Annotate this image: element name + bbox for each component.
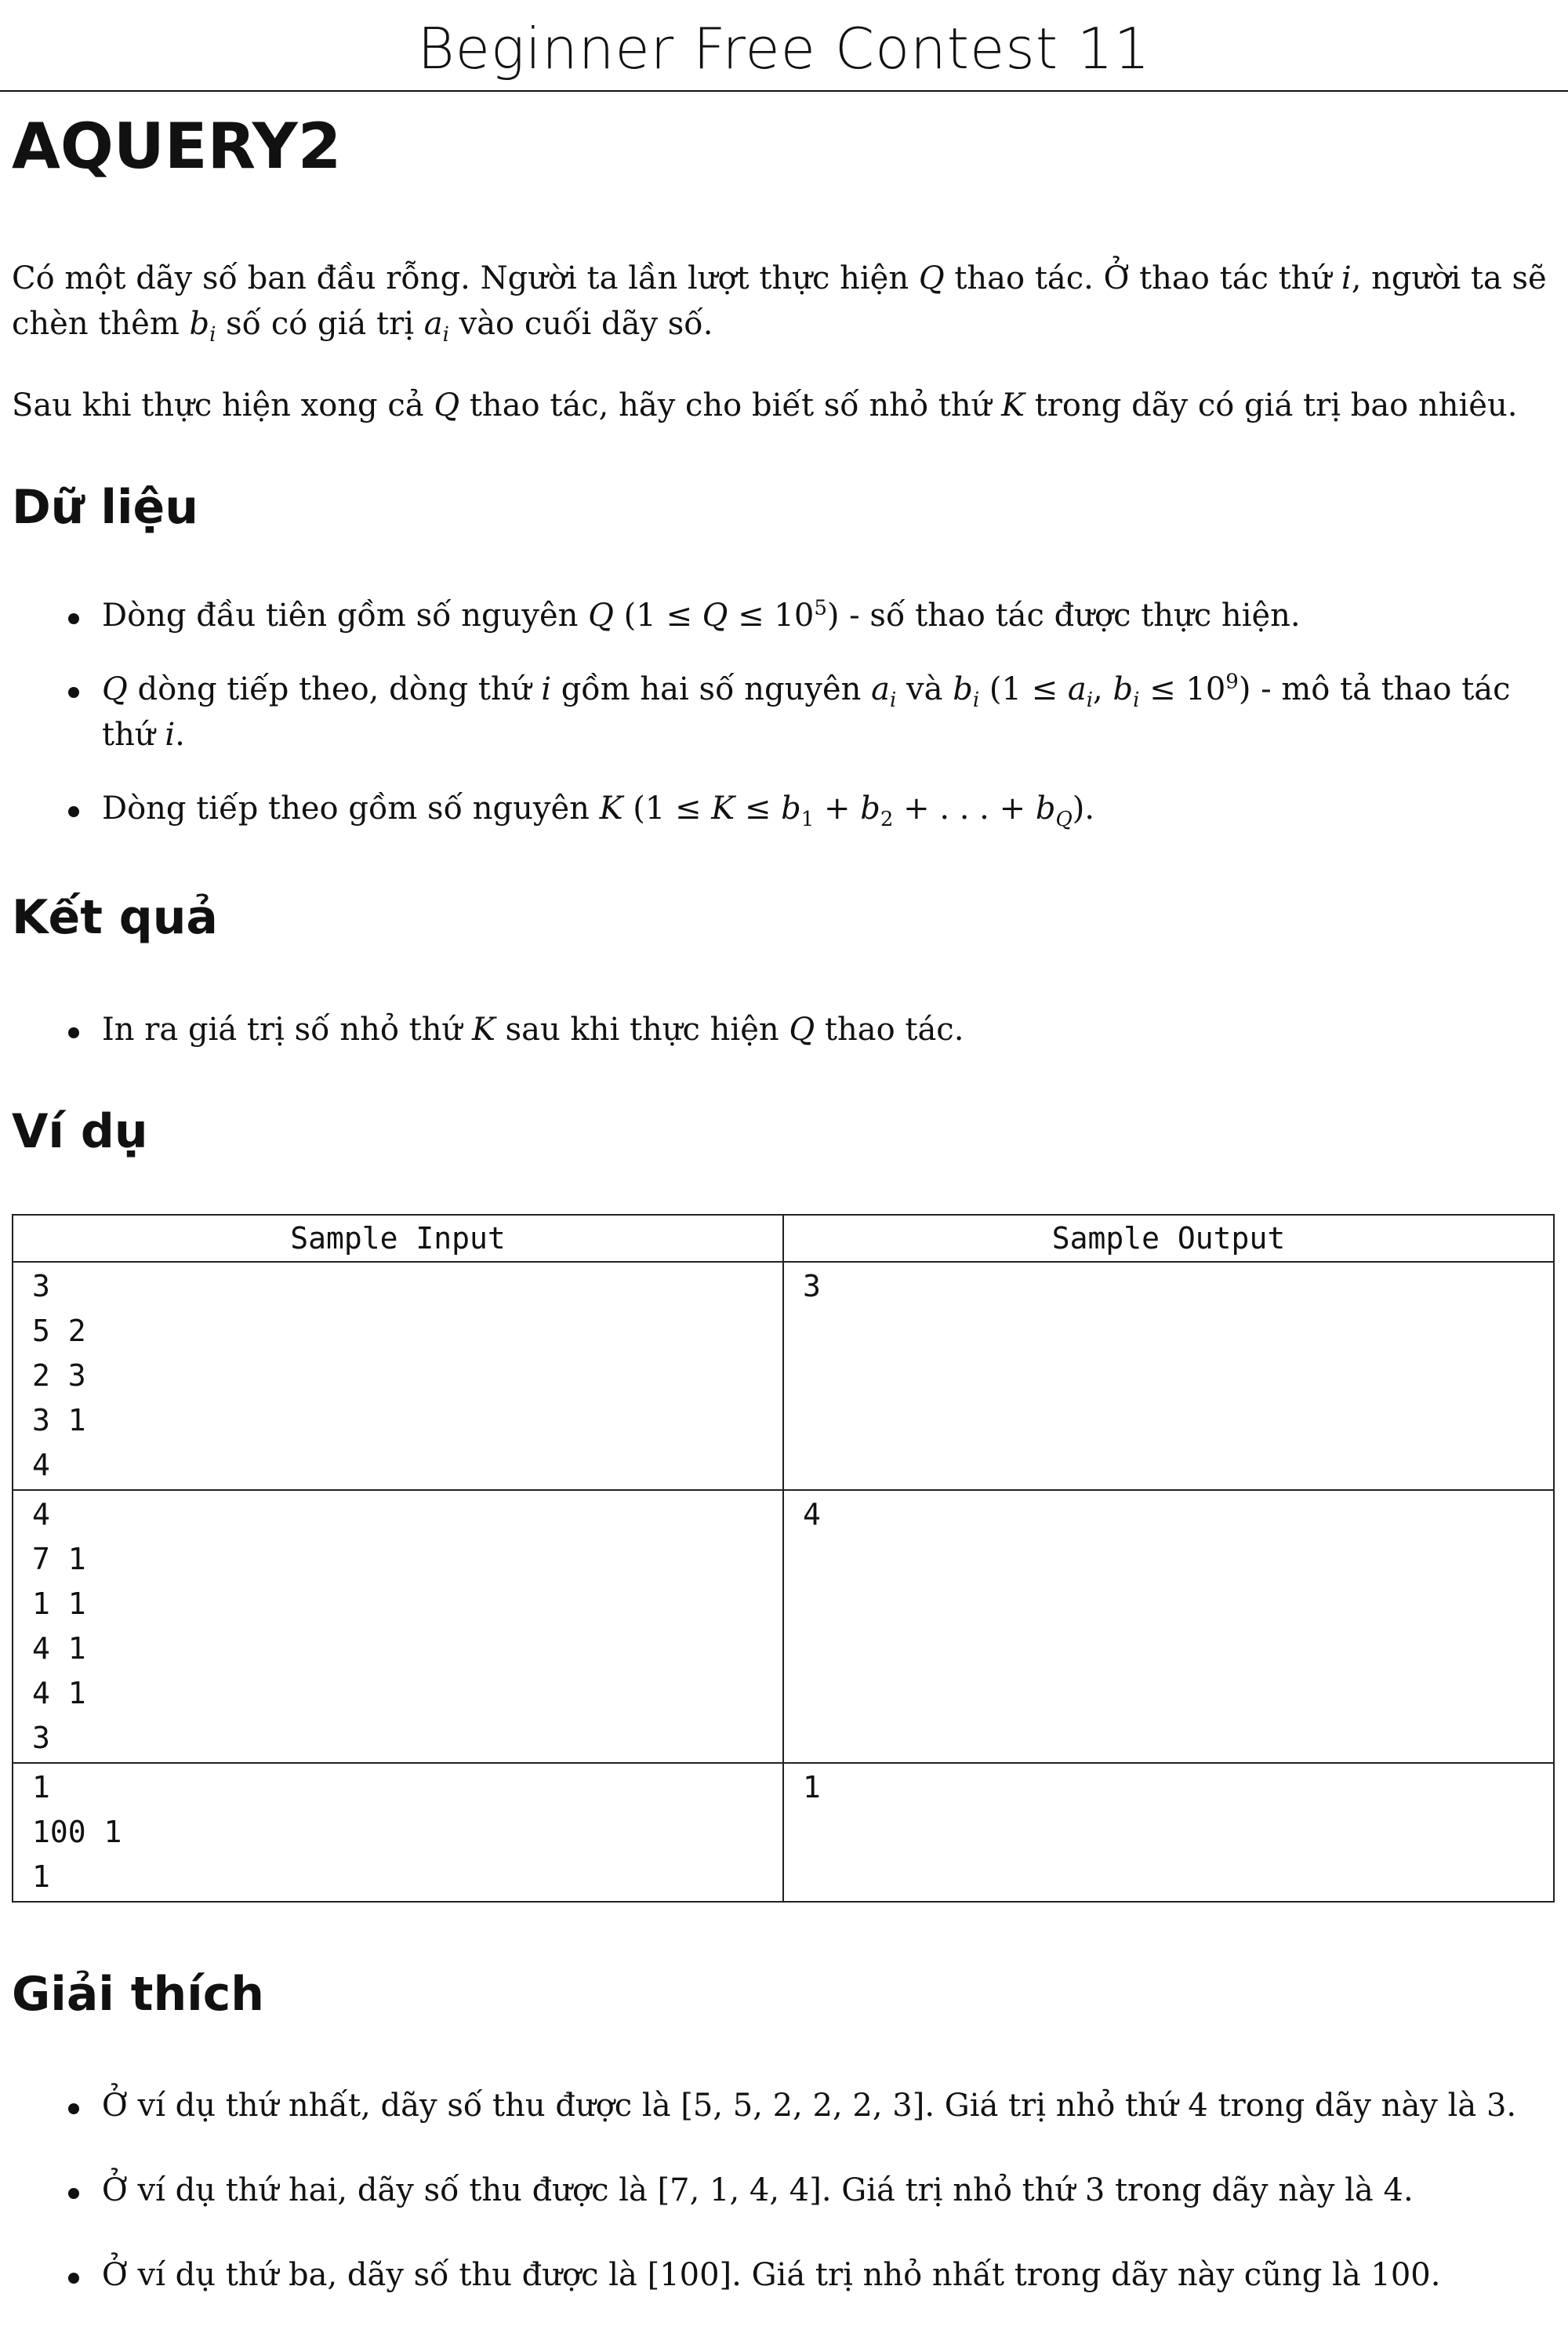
- explanation-list: [12, 2083, 1556, 2337]
- output-spec-item: In ra giá trị số nhỏ thứ K sau khi thực hiện Q thao tác.: [12, 1007, 1556, 1052]
- sample-line: 1: [803, 1770, 821, 1805]
- explanation-item: Ở ví dụ thứ ba, dãy số thu được là [100]. Giá trị nhỏ nhất trong dãy này cũng là 100.: [12, 2252, 1556, 2298]
- explanation-item: Ở ví dụ thứ nhất, dãy số thu được là [5, 5, 2, 2, 2, 3]. Giá trị nhỏ thứ 4 trong dãy này là 3.: [12, 2083, 1556, 2128]
- sample-output-cell: [783, 1490, 1554, 1763]
- sample-line: 1: [32, 1859, 50, 1894]
- contest-title: Beginner Free Contest 11: [417, 16, 1151, 82]
- sample-line: 3 1: [32, 1403, 86, 1437]
- section-example-heading: Ví dụ: [12, 1104, 148, 1159]
- sample-line: 4: [803, 1497, 821, 1532]
- sample-input-header: Sample Input: [13, 1215, 783, 1262]
- explanation-item: Ở ví dụ thứ hai, dãy số thu được là [7, 1, 4, 4]. Giá trị nhỏ thứ 3 trong dãy này là 4.: [12, 2168, 1556, 2213]
- table-row: [13, 1763, 1554, 1902]
- sample-input-cell: [13, 1763, 783, 1902]
- input-spec-list: [12, 593, 1556, 860]
- sample-line: 5 2: [32, 1314, 86, 1348]
- sample-line: 4 1: [32, 1631, 86, 1666]
- section-input-heading: Dữ liệu: [12, 480, 198, 535]
- sample-line: 3: [32, 1269, 50, 1303]
- statement-paragraph-2: Sau khi thực hiện xong cả Q thao tác, hãy cho biết số nhỏ thứ K trong dãy có giá trị bao nhiêu.: [12, 387, 1518, 423]
- samples-table: [12, 1214, 1555, 1903]
- sample-input-cell: [13, 1262, 783, 1490]
- table-row: [13, 1490, 1554, 1763]
- sample-output-cell: [783, 1262, 1554, 1490]
- sample-line: 4 1: [32, 1676, 86, 1710]
- sample-output-cell: [783, 1763, 1554, 1902]
- sample-line: 3: [803, 1269, 821, 1303]
- header-divider: [0, 90, 1568, 92]
- sample-output-header: Sample Output: [783, 1215, 1554, 1262]
- sample-line: 4: [32, 1497, 50, 1532]
- input-spec-item: Dòng tiếp theo gồm số nguyên K ($1 \le K \le b_1 + b_2$ + . . . + $b_Q$).: [12, 786, 1556, 831]
- samples-header-row: [13, 1215, 1554, 1262]
- section-output-heading: Kết quả: [12, 890, 218, 945]
- input-spec-item: Dòng đầu tiên gồm số nguyên Q $(1 \le Q \le 10^5)$ - số thao tác được thực hiện.: [12, 593, 1556, 638]
- sample-line: 1: [32, 1770, 50, 1805]
- problem-code: AQUERY2: [12, 110, 342, 183]
- sample-line: 2 3: [32, 1358, 86, 1393]
- table-row: [13, 1262, 1554, 1490]
- output-spec-list: [12, 1007, 1556, 1052]
- section-explanation-heading: Giải thích: [12, 1967, 265, 2022]
- sample-line: 3: [32, 1721, 50, 1755]
- sample-line: 100 1: [32, 1815, 122, 1849]
- sample-line: 4: [32, 1448, 50, 1482]
- input-spec-item: Q dòng tiếp theo, dòng thứ i gồm hai số nguyên $a_i$ và $b_i$ ($1 \le a_i$, $b_i \le 10^9$) - mô tả thao tác thứ i.: [12, 667, 1556, 758]
- statement-paragraph-1: Có một dãy số ban đầu rỗng. Người ta lần lượt thực hiện Q thao tác. Ở thao tác thứ i, người ta sẽ chèn thêm $b_i$ số có giá trị $a_i$ vào cuối dãy số.: [12, 260, 1547, 347]
- sample-line: 7 1: [32, 1542, 86, 1576]
- sample-line: 1 1: [32, 1586, 86, 1621]
- sample-input-cell: [13, 1490, 783, 1763]
